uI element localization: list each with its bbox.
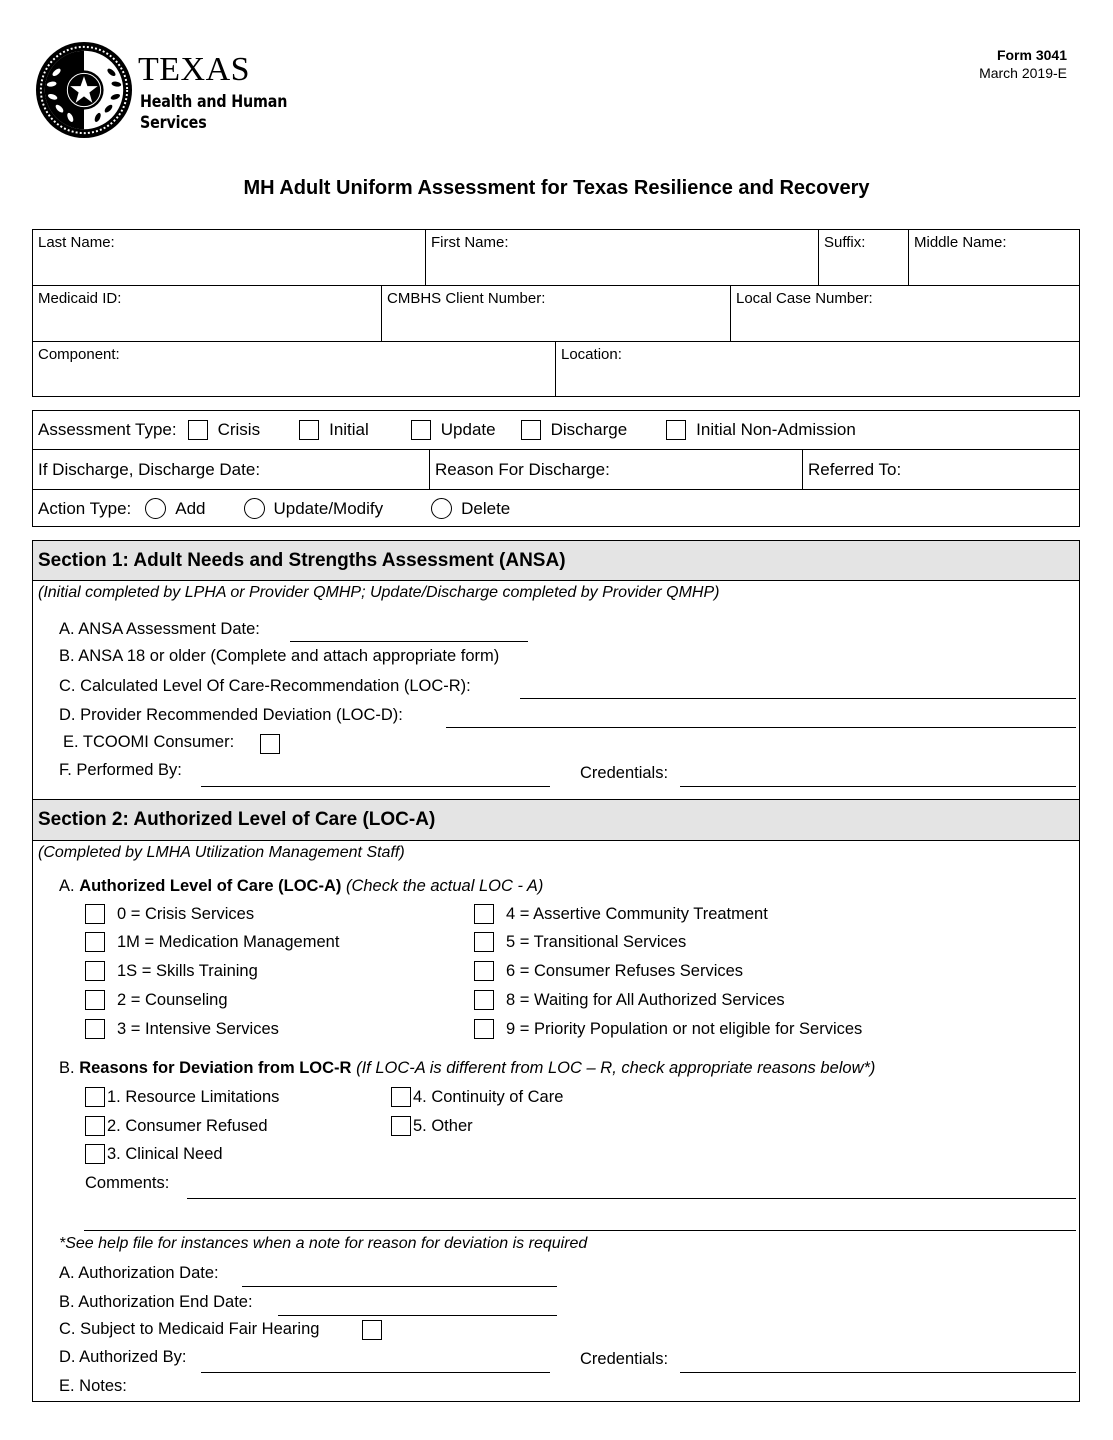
texas-hhs-logo — [35, 41, 295, 141]
add-label: Add — [175, 498, 206, 518]
reason-clinical-need[interactable]: 3. Clinical Need — [85, 1144, 223, 1164]
loc-0-checkbox[interactable] — [85, 904, 105, 924]
deviation-heading: B. Reasons for Deviation from LOC-R (If LOC-A is different from LOC – R, check appropriate reasons below*) — [59, 1059, 876, 1077]
ansa-18-label: B. ANSA 18 or older (Complete and attach appropriate form) — [59, 647, 500, 665]
authorization-end-date-label: B. Authorization End Date: — [59, 1293, 253, 1311]
crisis-label: Crisis — [217, 420, 261, 439]
medicaid-id-field[interactable]: Medicaid ID: — [33, 286, 382, 342]
authorization-date-input[interactable] — [242, 1286, 557, 1287]
cmbhs-client-number-field[interactable]: CMBHS Client Number: — [382, 286, 731, 342]
loc-option-0[interactable]: 0 = Crisis Services — [85, 904, 254, 924]
discharge-row — [33, 450, 1079, 490]
form-number: Form 3041 — [996, 47, 1067, 63]
loc-option-5[interactable]: 5 = Transitional Services — [474, 932, 686, 952]
location-field[interactable]: Location: — [561, 346, 622, 363]
add-radio[interactable] — [145, 498, 166, 519]
reason-continuity-of-care[interactable]: 4. Continuity of Care — [391, 1087, 563, 1107]
authorized-by-label: D. Authorized By: — [59, 1348, 187, 1366]
loc-option-9[interactable]: 9 = Priority Population or not eligible for Services — [474, 1019, 862, 1039]
reason-consumer-refused[interactable]: 2. Consumer Refused — [85, 1116, 268, 1136]
referred-to-field[interactable]: Referred To: — [808, 460, 902, 479]
authorization-date-label: A. Authorization Date: — [59, 1264, 219, 1282]
delete-label: Delete — [461, 498, 511, 518]
assessment-type-row — [33, 411, 1079, 450]
initial-non-admission-label: Initial Non-Admission — [696, 420, 856, 439]
section-1 — [32, 540, 1080, 800]
initial-checkbox[interactable] — [299, 420, 319, 440]
action-type-row — [33, 490, 1079, 527]
loc-5-checkbox[interactable] — [474, 932, 494, 952]
crisis-checkbox[interactable] — [188, 420, 208, 440]
reason-3-checkbox[interactable] — [85, 1144, 105, 1164]
loc-option-3[interactable]: 3 = Intensive Services — [85, 1019, 279, 1039]
update-checkbox[interactable] — [411, 420, 431, 440]
ansa-date-input[interactable] — [290, 641, 528, 642]
last-name-field[interactable]: Last Name: — [33, 230, 426, 286]
loc-option-6[interactable]: 6 = Consumer Refuses Services — [474, 961, 743, 981]
auth-credentials-input[interactable] — [680, 1372, 1076, 1373]
loc-4-checkbox[interactable] — [474, 904, 494, 924]
discharge-checkbox[interactable] — [521, 420, 541, 440]
loc-r-input[interactable] — [520, 698, 1076, 699]
logo-subtitle: Health and Human Services — [140, 92, 288, 133]
form-revision-date: March 2019-E — [979, 65, 1067, 81]
loc-2-checkbox[interactable] — [85, 990, 105, 1010]
texas-seal-icon — [35, 41, 133, 139]
middle-name-field[interactable]: Middle Name: — [909, 230, 1080, 286]
reason-resource-limitations[interactable]: 1. Resource Limitations — [85, 1087, 279, 1107]
loc-1m-checkbox[interactable] — [85, 932, 105, 952]
local-case-number-field[interactable]: Local Case Number: — [731, 286, 1080, 342]
loc-option-8[interactable]: 8 = Waiting for All Authorized Services — [474, 990, 785, 1010]
deviation-footnote: *See help file for instances when a note for reason for deviation is required — [59, 1235, 588, 1252]
assessment-type-label: Assessment Type: — [38, 420, 177, 439]
action-type-label: Action Type: — [38, 498, 132, 518]
comments-input-line-2[interactable] — [84, 1230, 1076, 1231]
loc-a-heading: A. Authorized Level of Care (LOC-A) (Check the actual LOC - A) — [59, 877, 544, 895]
ansa-date-label: A. ANSA Assessment Date: — [59, 620, 260, 638]
update-modify-radio[interactable] — [244, 498, 265, 519]
reason-1-checkbox[interactable] — [85, 1087, 105, 1107]
tcoomi-label: E. TCOOMI Consumer: — [63, 733, 235, 751]
performed-by-input[interactable] — [201, 786, 550, 787]
discharge-label: Discharge — [550, 420, 628, 439]
loc-3-checkbox[interactable] — [85, 1019, 105, 1039]
delete-radio[interactable] — [431, 498, 452, 519]
loc-r-label: C. Calculated Level Of Care-Recommendation (LOC-R): — [59, 677, 471, 695]
section-1-note: (Initial completed by LPHA or Provider QMHP; Update/Discharge completed by Provider QMHP) — [38, 584, 720, 601]
update-label: Update — [440, 420, 496, 439]
update-modify-label: Update/Modify — [273, 498, 384, 518]
section-2-header: Section 2: Authorized Level of Care (LOC-A) — [33, 800, 1079, 841]
loc-8-checkbox[interactable] — [474, 990, 494, 1010]
logo-texas-text: TEXAS — [138, 51, 251, 88]
component-field[interactable]: Component: — [33, 342, 556, 397]
initial-non-admission-checkbox[interactable] — [666, 420, 686, 440]
assessment-type-table — [32, 410, 1080, 527]
initial-label: Initial — [329, 420, 369, 439]
section-2 — [32, 799, 1080, 1402]
loc-option-1m[interactable]: 1M = Medication Management — [85, 932, 339, 952]
loc-option-1s[interactable]: 1S = Skills Training — [85, 961, 258, 981]
page-title: MH Adult Uniform Assessment for Texas Resilience and Recovery — [243, 177, 870, 199]
loc-d-label: D. Provider Recommended Deviation (LOC-D): — [59, 706, 403, 724]
reason-4-checkbox[interactable] — [391, 1087, 411, 1107]
fair-hearing-label: C. Subject to Medicaid Fair Hearing — [59, 1320, 320, 1338]
authorization-end-date-input[interactable] — [278, 1315, 557, 1316]
auth-credentials-label: Credentials: — [580, 1350, 669, 1368]
reason-2-checkbox[interactable] — [85, 1116, 105, 1136]
fair-hearing-checkbox[interactable] — [362, 1320, 382, 1340]
loc-1s-checkbox[interactable] — [85, 961, 105, 981]
notes-label: E. Notes: — [59, 1377, 127, 1395]
reason-5-checkbox[interactable] — [391, 1116, 411, 1136]
credentials-label: Credentials: — [580, 764, 669, 782]
loc-option-4[interactable]: 4 = Assertive Community Treatment — [474, 904, 768, 924]
comments-label: Comments: — [85, 1174, 170, 1192]
credentials-input[interactable] — [680, 786, 1076, 787]
section-2-note: (Completed by LMHA Utilization Management Staff) — [38, 844, 405, 861]
reason-for-discharge-field[interactable]: Reason For Discharge: — [430, 450, 803, 489]
suffix-field[interactable]: Suffix: — [819, 230, 909, 286]
section-1-header: Section 1: Adult Needs and Strengths Assessment (ANSA) — [33, 541, 1079, 581]
tcoomi-checkbox[interactable] — [260, 734, 280, 754]
performed-by-label: F. Performed By: — [59, 761, 182, 779]
form-number-block — [979, 46, 1067, 82]
discharge-date-field[interactable]: If Discharge, Discharge Date: — [33, 450, 430, 489]
loc-9-checkbox[interactable] — [474, 1019, 494, 1039]
authorized-by-input[interactable] — [201, 1372, 550, 1373]
loc-d-input[interactable] — [446, 727, 1076, 728]
comments-input-line-1[interactable] — [187, 1198, 1076, 1199]
loc-6-checkbox[interactable] — [474, 961, 494, 981]
first-name-field[interactable]: First Name: — [426, 230, 819, 286]
loc-option-2[interactable]: 2 = Counseling — [85, 990, 228, 1010]
identity-table — [32, 229, 1080, 397]
reason-other[interactable]: 5. Other — [391, 1116, 473, 1136]
